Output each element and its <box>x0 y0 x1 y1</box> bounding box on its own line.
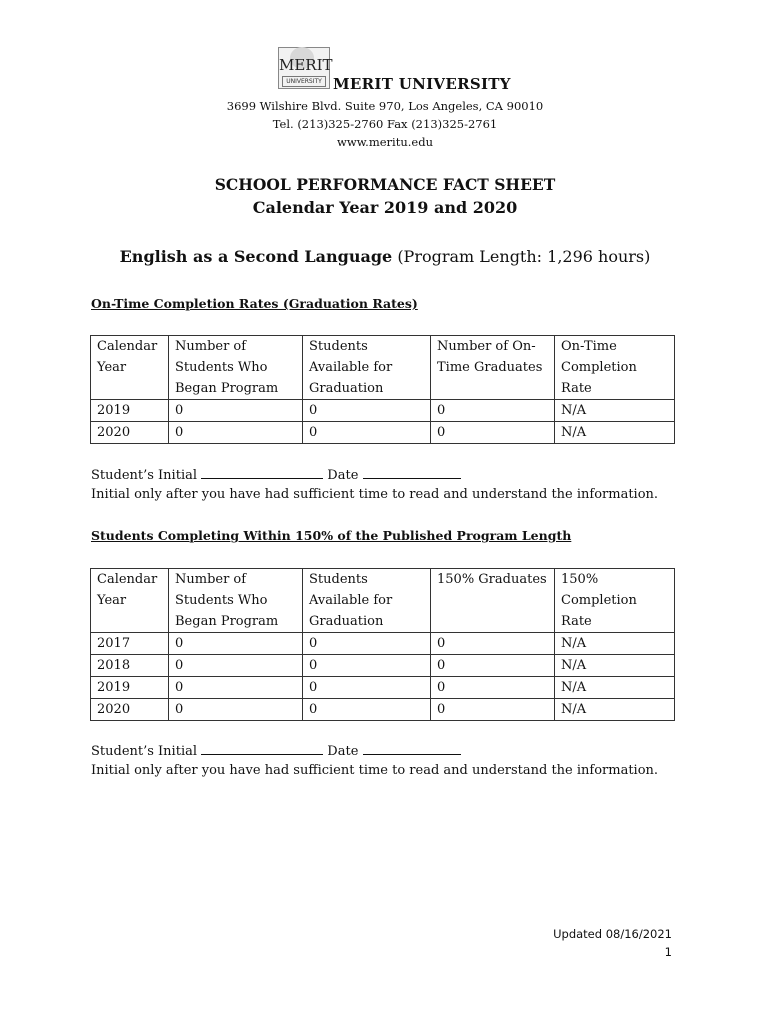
table-row <box>91 400 675 422</box>
table-cell: 0 <box>431 400 555 422</box>
table-cell: N/A <box>555 655 675 677</box>
table-cell: N/A <box>555 422 675 444</box>
header-cell: Number of On-Time Graduates <box>431 336 555 400</box>
table-cell: 0 <box>303 677 431 699</box>
table-cell: N/A <box>555 400 675 422</box>
initial-date-line-1 <box>91 465 461 483</box>
date-field[interactable] <box>363 465 461 479</box>
table-cell: 0 <box>431 655 555 677</box>
table-cell: 2019 <box>91 677 169 699</box>
table-row <box>91 699 675 721</box>
page-subtitle: Calendar Year 2019 and 2020 <box>252 198 518 217</box>
section-on-time-title: On-Time Completion Rates (Graduation Rates) <box>91 296 418 311</box>
table-cell: 0 <box>431 677 555 699</box>
table-cell: 0 <box>169 677 303 699</box>
university-website: www.meritu.edu <box>337 135 433 149</box>
initial-label: Student’s Initial <box>91 468 198 483</box>
logo-subtext: UNIVERSITY <box>282 76 326 87</box>
table-cell: 2018 <box>91 655 169 677</box>
initial-instruction: Initial only after you have had sufficient time to read and understand the information. <box>91 763 659 778</box>
table-cell: 0 <box>169 422 303 444</box>
header-cell: Number of Students Who Began Program <box>169 336 303 400</box>
table-row <box>91 422 675 444</box>
table-header-row <box>91 336 675 400</box>
header-cell: 150% Completion Rate <box>555 569 675 633</box>
on-time-completion-table <box>90 335 675 444</box>
header-cell: Number of Students Who Began Program <box>169 569 303 633</box>
initial-instruction: Initial only after you have had sufficient time to read and understand the information. <box>91 487 659 502</box>
table-row <box>91 655 675 677</box>
table-cell: 0 <box>303 400 431 422</box>
page-number: 1 <box>664 945 672 959</box>
header-cell: 150% Graduates <box>431 569 555 633</box>
table-header-row <box>91 569 675 633</box>
program-info <box>0 247 770 266</box>
university-name: MERIT UNIVERSITY <box>333 75 511 93</box>
header-cell: On-Time Completion Rate <box>555 336 675 400</box>
table-cell: 0 <box>303 422 431 444</box>
page-title: SCHOOL PERFORMANCE FACT SHEET <box>214 175 556 194</box>
initial-date-line-2 <box>91 741 461 759</box>
header-cell: Calendar Year <box>91 569 169 633</box>
table-row <box>91 633 675 655</box>
logo-text: MERIT <box>279 56 333 74</box>
completion-150-table <box>90 568 675 721</box>
table-cell: 0 <box>169 655 303 677</box>
university-logo <box>278 47 333 91</box>
table-cell: 2020 <box>91 699 169 721</box>
table-cell: N/A <box>555 633 675 655</box>
table-cell: 0 <box>431 699 555 721</box>
initial-label: Student’s Initial <box>91 744 198 759</box>
table-row <box>91 677 675 699</box>
table-cell: 0 <box>169 699 303 721</box>
date-field[interactable] <box>363 741 461 755</box>
table-cell: 0 <box>303 633 431 655</box>
updated-date: Updated 08/16/2021 <box>553 927 672 941</box>
table-cell: 0 <box>431 633 555 655</box>
initial-field[interactable] <box>201 741 323 755</box>
program-name: English as a Second Language <box>119 247 393 266</box>
table-cell: 2020 <box>91 422 169 444</box>
table-cell: 0 <box>431 422 555 444</box>
university-phone-fax: Tel. (213)325-2760 Fax (213)325-2761 <box>272 117 498 131</box>
date-label: Date <box>327 744 359 759</box>
table-cell: 0 <box>303 655 431 677</box>
header-cell: Students Available for Graduation <box>303 569 431 633</box>
initial-field[interactable] <box>201 465 323 479</box>
date-label: Date <box>327 468 359 483</box>
table-cell: 2019 <box>91 400 169 422</box>
header-cell: Students Available for Graduation <box>303 336 431 400</box>
program-length: (Program Length: 1,296 hours) <box>397 247 651 266</box>
university-address: 3699 Wilshire Blvd. Suite 970, Los Angeles, CA 90010 <box>226 99 544 113</box>
table-cell: 0 <box>169 633 303 655</box>
table-cell: 2017 <box>91 633 169 655</box>
table-cell: N/A <box>555 677 675 699</box>
section-150-title: Students Completing Within 150% of the Published Program Length <box>91 528 572 543</box>
table-cell: N/A <box>555 699 675 721</box>
table-cell: 0 <box>303 699 431 721</box>
table-cell: 0 <box>169 400 303 422</box>
header-cell: Calendar Year <box>91 336 169 400</box>
